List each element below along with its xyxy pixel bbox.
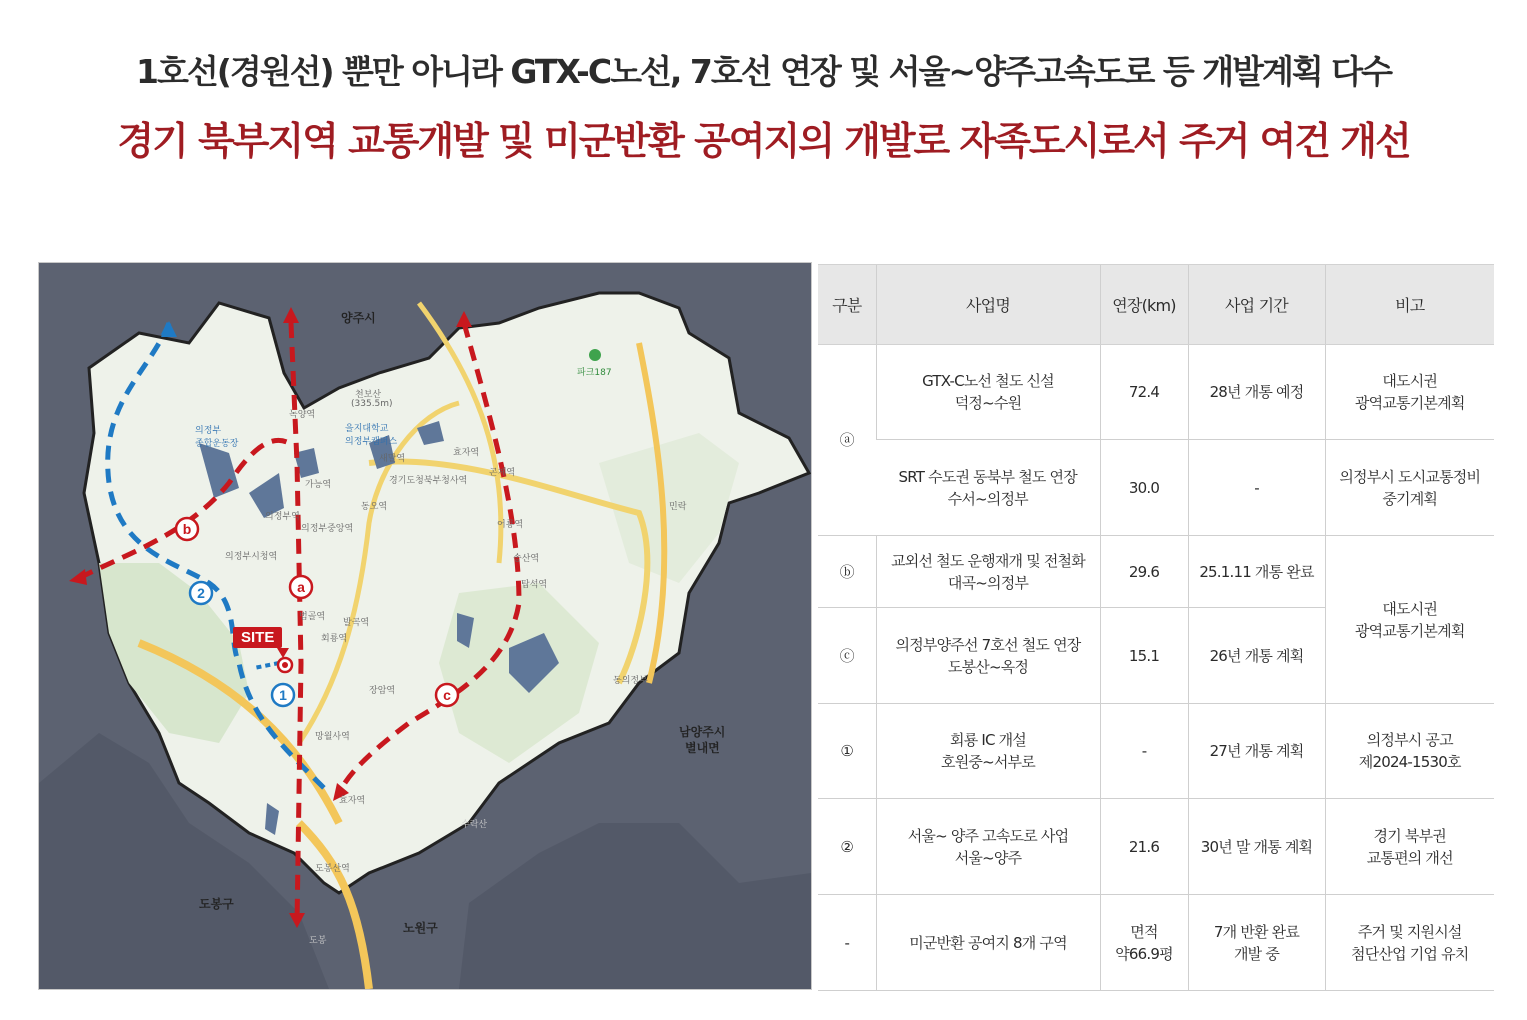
row-note-line2: 중기계획: [1382, 489, 1438, 508]
header-name: 사업명: [876, 265, 1100, 345]
project-table-grid: [818, 264, 1494, 991]
row-period: [1188, 895, 1325, 991]
row-group: ⓑ: [818, 536, 876, 608]
row-note-line2: 광역교통기본계획: [1354, 621, 1465, 640]
station-label: 의정부역: [265, 512, 300, 522]
row-group: ①: [818, 704, 876, 799]
marker-1: [272, 684, 294, 706]
row-name-line1: 교외선 철도 운행재개 및 전철화: [891, 551, 1085, 570]
row-name-line2: 덕정~수원: [954, 394, 1022, 412]
row-name: [876, 704, 1100, 799]
marker-2: [190, 582, 212, 604]
row-length: -: [1100, 704, 1188, 799]
row-length: [1100, 895, 1188, 991]
row-length: 29.6: [1100, 536, 1188, 608]
station-label: 녹양역: [289, 410, 316, 420]
row-note: [1325, 440, 1494, 536]
label-cheonbosan-height: (335.5m): [351, 399, 393, 409]
table-row: [818, 345, 1494, 440]
row-name-line2: 수서~의정부: [947, 489, 1028, 508]
row-name-line1: 회룡 IC 개설: [950, 731, 1026, 749]
row-note-line2: 첨단산업 기업 유치: [1351, 944, 1469, 963]
row-name: [876, 536, 1100, 608]
station-label: 송산역: [513, 554, 540, 564]
row-period: 28년 개통 예정: [1188, 345, 1325, 440]
label-dobong: 도봉구: [199, 897, 234, 911]
table-row: [818, 799, 1494, 895]
row-period: 26년 개통 계획: [1188, 608, 1325, 704]
station-label: 망월사역: [315, 732, 350, 742]
row-name-line1: GTX-C노선 철도 신설: [922, 372, 1054, 390]
station-label: 수락산: [461, 820, 488, 830]
row-note: [1325, 895, 1494, 991]
row-length-line1: 면적: [1130, 922, 1158, 941]
station-label: 발곡역: [343, 618, 370, 628]
row-note-line2: 교통편의 개선: [1366, 848, 1453, 867]
row-period: -: [1188, 440, 1325, 536]
table-row: [818, 536, 1494, 608]
row-note: [1325, 536, 1494, 704]
header-length: 연장(km): [1100, 265, 1188, 345]
row-note-line2: 제2024-1530호: [1358, 753, 1461, 771]
table-row: [818, 440, 1494, 536]
station-label: 탑석역: [521, 580, 548, 590]
row-name-line2: 대곡~의정부: [947, 573, 1029, 592]
header-group: 구분: [818, 265, 876, 345]
row-name-line2: 호원중~서부로: [941, 753, 1035, 771]
row-name-line1: 서울~ 양주 고속도로 사업: [907, 826, 1069, 845]
map-pin-icon: [278, 658, 292, 672]
row-note-line1: 대도시권: [1382, 372, 1438, 390]
table-row: [818, 895, 1494, 991]
row-group: ②: [818, 799, 876, 895]
area-map[interactable]: [38, 262, 812, 990]
label-stadium: 의정부 종합운동장: [195, 426, 239, 449]
station-label: 효자역: [453, 448, 480, 458]
station-label: 새말역: [379, 454, 406, 464]
map-svg: [39, 263, 811, 989]
row-name-line2: 도봉산~옥정: [947, 657, 1029, 676]
row-period: 27년 개통 계획: [1188, 704, 1325, 799]
row-group: -: [818, 895, 876, 991]
header-note: 비고: [1325, 265, 1494, 345]
station-label: 가능역: [305, 480, 332, 490]
station-label: 동오역: [361, 502, 388, 512]
row-note-line1: 경기 북부권: [1373, 826, 1446, 845]
headline-line2: 경기 북부지역 교통개발 및 미군반환 공여지의 개발로 자족도시로서 주거 여건 개선: [117, 119, 1410, 163]
svg-text:a: a: [297, 579, 305, 595]
row-length: 72.4: [1100, 345, 1188, 440]
row-name-line1: SRT 수도권 동북부 철도 연장: [898, 467, 1077, 486]
site-label: SITE: [233, 627, 282, 648]
station-label: 민락: [669, 502, 687, 512]
row-note-line1: 의정부시 공고: [1366, 731, 1453, 749]
row-name-line1: 의정부양주선 7호선 철도 연장: [895, 635, 1081, 654]
station-label: 효자역: [339, 796, 366, 806]
label-cheonbosan: 천보산: [355, 390, 382, 400]
row-length: 21.6: [1100, 799, 1188, 895]
label-yangju: 양주시: [341, 311, 376, 325]
row-note-line1: 의정부시 도시교통정비: [1339, 467, 1481, 486]
row-length: 15.1: [1100, 608, 1188, 704]
station-label: 어룡역: [497, 520, 524, 530]
row-note: [1325, 799, 1494, 895]
row-note-line1: 주거 및 지원시설: [1357, 922, 1462, 941]
station-label: 동의정부: [613, 676, 648, 686]
row-name: [876, 440, 1100, 536]
row-note-line2: 광역교통기본계획: [1354, 394, 1465, 412]
station-label: 경기도청북부청사역: [389, 476, 468, 486]
row-note-line1: 대도시권: [1382, 599, 1438, 618]
project-table: [818, 264, 1494, 990]
row-period-line1: 7개 반환 완료: [1213, 922, 1300, 941]
station-label: 곤제역: [489, 468, 516, 478]
table-header-row: [818, 265, 1494, 345]
row-name-line2: 서울~양주: [954, 848, 1022, 867]
row-name: 미군반환 공여지 8개 구역: [876, 895, 1100, 991]
row-note: [1325, 704, 1494, 799]
row-period: 30년 말 개통 계획: [1188, 799, 1325, 895]
label-byeollae: 별내면: [685, 741, 720, 755]
header-period: 사업 기간: [1188, 265, 1325, 345]
label-hall: 을지대학교 의정부캠퍼스: [345, 424, 398, 447]
label-park: 파크187: [577, 368, 612, 378]
marker-b: [176, 518, 198, 540]
row-note: [1325, 345, 1494, 440]
row-name: [876, 345, 1100, 440]
svg-text:c: c: [443, 687, 451, 703]
station-label: 범골역: [299, 612, 326, 622]
svg-text:2: 2: [197, 585, 205, 601]
station-label: 의정부시청역: [225, 552, 278, 562]
label-nowon: 노원구: [403, 921, 438, 935]
station-label: 의정부중앙역: [301, 524, 354, 534]
station-label: 장암역: [369, 686, 396, 696]
park-pin-icon: [589, 349, 601, 361]
row-period: 25.1.11 개통 완료: [1188, 536, 1325, 608]
row-group: ⓒ: [818, 608, 876, 704]
marker-c: [436, 684, 458, 706]
row-name: [876, 799, 1100, 895]
row-length: 30.0: [1100, 440, 1188, 536]
headline-line1: 1호선(경원선) 뿐만 아니라 GTX-C노선, 7호선 연장 및 서울~양주고속도로 등 개발계획 다수: [136, 52, 1391, 91]
station-label: 도봉산역: [315, 864, 350, 874]
label-namyangju: 남양주시: [679, 725, 726, 739]
svg-text:1: 1: [279, 687, 287, 703]
row-name: [876, 608, 1100, 704]
row-period-line2: 개발 중: [1233, 944, 1280, 963]
row-length-line2: 약66.9평: [1115, 944, 1173, 963]
table-row: [818, 704, 1494, 799]
marker-a: [290, 576, 312, 598]
svg-text:b: b: [182, 521, 192, 537]
station-label: 회룡역: [321, 634, 348, 644]
station-label: 도봉: [309, 936, 327, 946]
row-group: ⓐ: [818, 345, 876, 536]
